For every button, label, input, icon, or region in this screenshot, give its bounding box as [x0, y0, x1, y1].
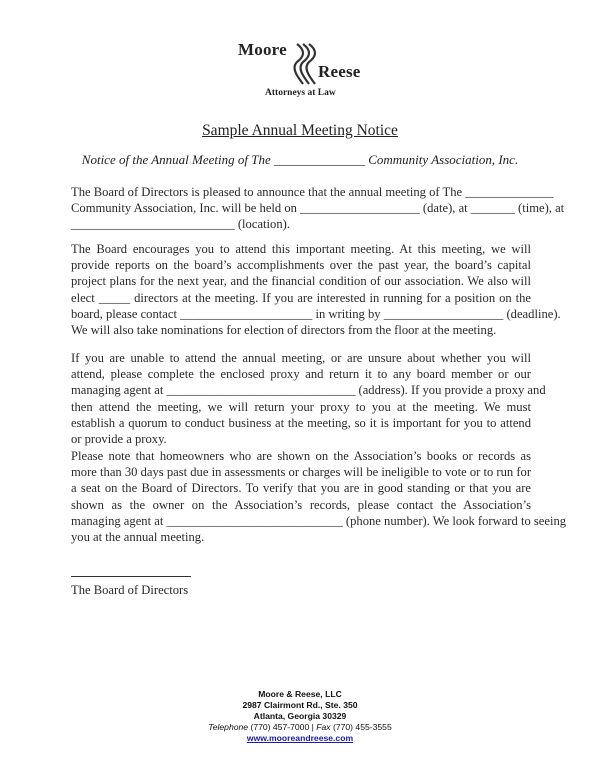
- firm-logo: [238, 40, 368, 102]
- signature-line: [71, 576, 191, 577]
- text-line: Community Association, Inc. will be held on ___________________ (date), at _______ (time), at: [71, 201, 565, 216]
- footer-address-line-2: Atlanta, Georgia 30329: [253, 711, 347, 721]
- logo-tagline: Attorneys at Law: [265, 88, 336, 98]
- website-link[interactable]: www.mooreandreese.com: [246, 733, 354, 743]
- footer-phone-line: [0, 722, 600, 733]
- telephone-number: (770) 457-7000: [250, 722, 310, 732]
- text-line: a seat on the Board of Directors. To verify that you are in good standing or that you are: [71, 481, 531, 496]
- text-line: provide reports on the board’s accomplishments over the past year, the board’s capital: [71, 258, 531, 273]
- paragraph-nominations: [71, 322, 531, 338]
- footer-firm-name: Moore & Reese, LLC: [258, 689, 342, 699]
- text-line: If you are unable to attend the annual meeting, or are unsure about whether you will: [71, 351, 531, 365]
- text-line: more than 30 days past due in assessments or charges will be ineligible to vote or to run for: [71, 465, 532, 480]
- letterhead-footer: [0, 689, 600, 744]
- phone-separator: |: [311, 722, 314, 732]
- text-line: attend, please complete the enclosed proxy and return it to any board member or our: [71, 367, 531, 382]
- text-line: board, please contact _____________________ in writing by ___________________ (deadline).: [71, 306, 561, 321]
- telephone-label: Telephone: [208, 722, 249, 732]
- text-line: Please note that homeowners who are shown on the Association’s books or records as: [71, 449, 531, 463]
- text-line: you at the annual meeting.: [71, 530, 205, 545]
- text-line: project plans for the next year, and the financial condition of our association. We also will: [71, 274, 531, 289]
- text-line: elect _____ directors at the meeting. If you are interested in running for a position on the: [71, 290, 531, 305]
- fax-label: Fax: [316, 722, 331, 732]
- logo-name-reese: Reese: [318, 62, 361, 81]
- text-line: establish a quorum to conduct business at the meeting, so it is important for you to attend: [71, 415, 531, 430]
- text-line: We will also take nominations for election of directors from the floor at the meeting.: [71, 323, 497, 337]
- paragraph-announcement: [71, 184, 565, 233]
- document-title: Sample Annual Meeting Notice: [202, 122, 398, 139]
- text-line: managing agent at ______________________________ (address). If you provide a proxy and: [71, 383, 546, 398]
- text-line: __________________________ (location).: [71, 217, 290, 232]
- paragraph-good-standing: [71, 448, 567, 545]
- fax-number: (770) 455-3555: [332, 722, 392, 732]
- text-line: then attend the meeting, we will return your proxy to you at the meeting. We must: [71, 399, 531, 414]
- paragraph-proxy: [71, 350, 546, 447]
- text-line: shown as the owner on the Association’s records, please contact the Association’s: [71, 497, 531, 512]
- text-line: The Board of Directors is pleased to announce that the annual meeting of The ______________: [71, 185, 554, 199]
- footer-address-line-1: 2987 Clairmont Rd., Ste. 350: [242, 700, 358, 710]
- paragraph-encourage: [71, 241, 561, 322]
- document-subtitle: Notice of the Annual Meeting of The ______________ Community Association, Inc.: [81, 152, 519, 167]
- logo-name-moore: Moore: [238, 40, 287, 59]
- text-line: managing agent at ____________________________ (phone number). We look forward to seeing: [71, 513, 567, 528]
- logo-wave-icon: [293, 42, 319, 86]
- text-line: The Board encourages you to attend this important meeting. At this meeting, we will: [71, 242, 531, 256]
- signature-label: The Board of Directors: [71, 583, 189, 597]
- text-line: or provide a proxy.: [71, 432, 167, 447]
